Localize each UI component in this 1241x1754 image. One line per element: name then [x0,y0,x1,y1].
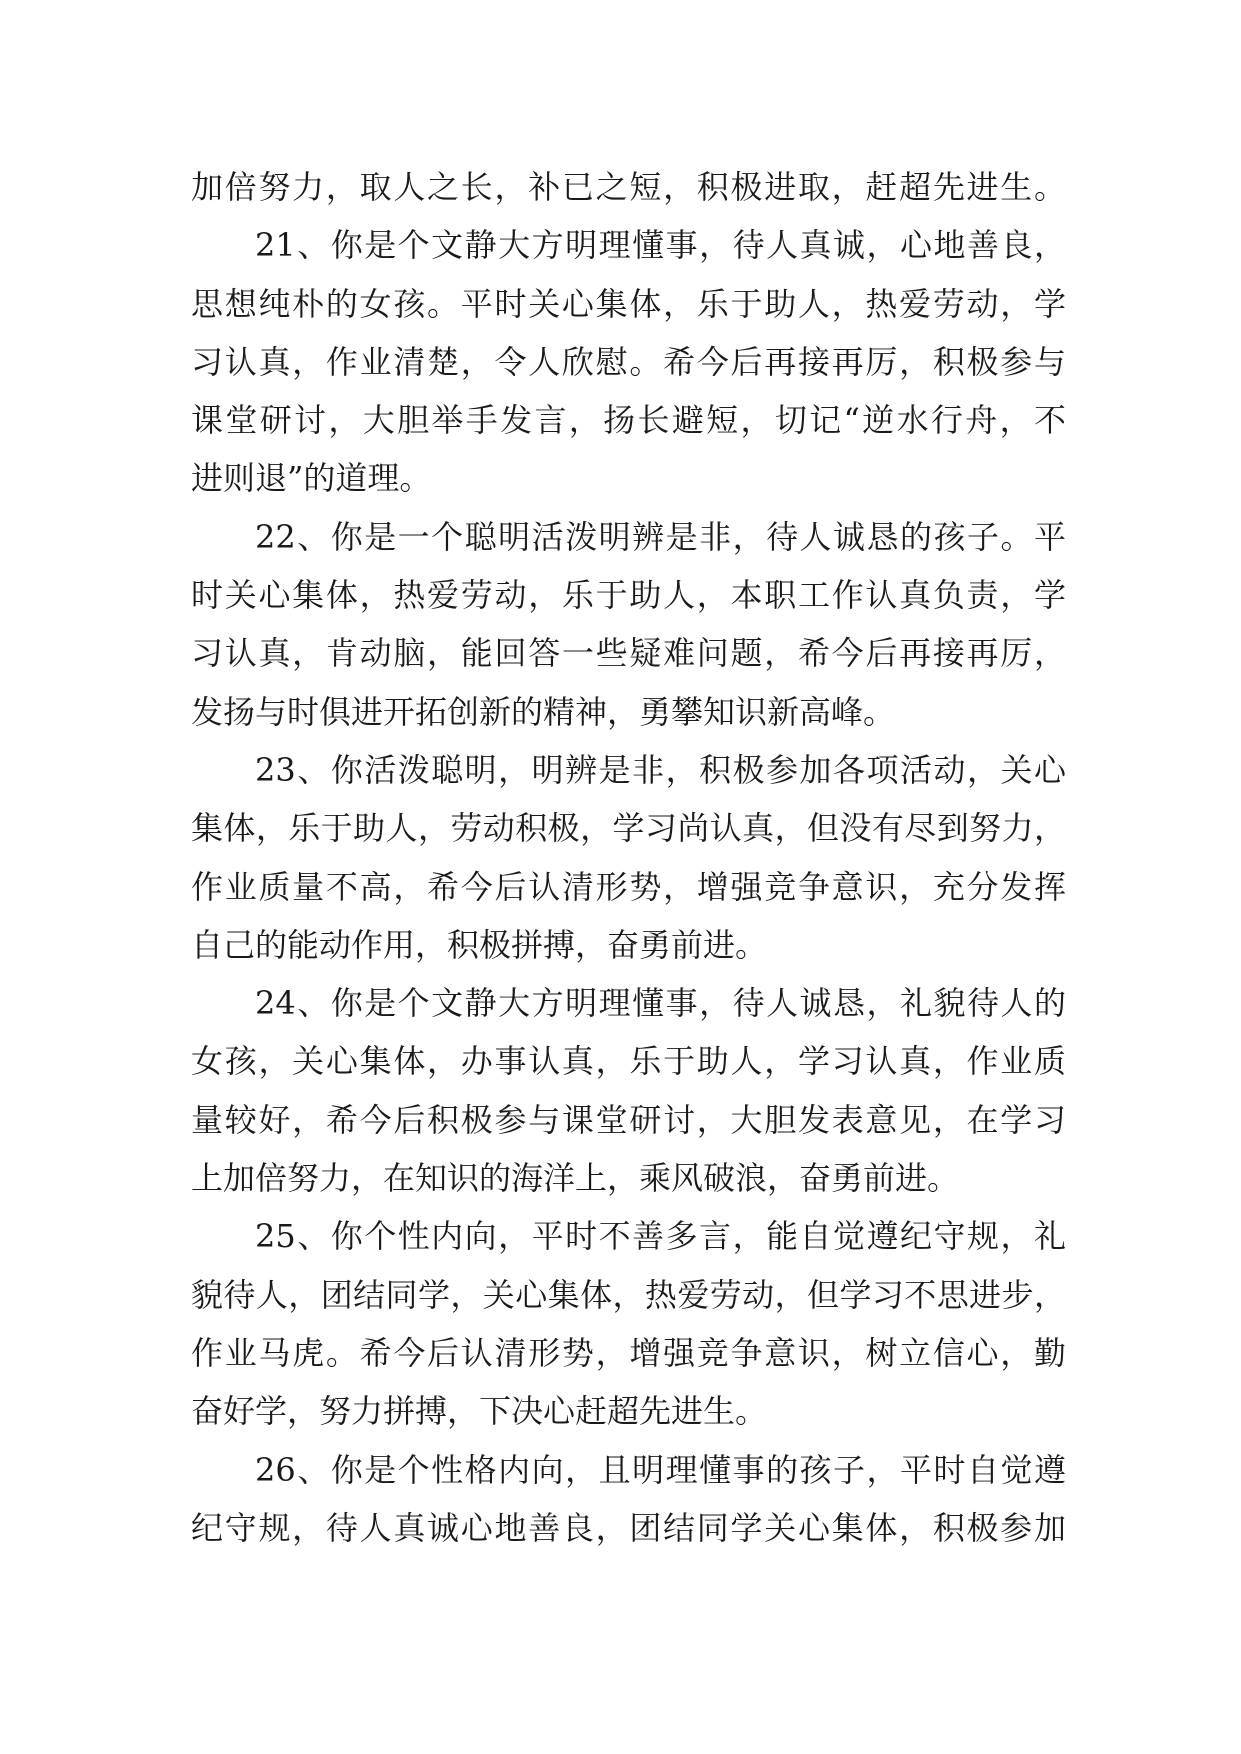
text-line: 22、你是一个聪明活泼明辨是非，待人诚恳的孩子。平 [255,517,1066,556]
text-line: 纪守规，待人真诚心地善良，团结同学关心集体，积极参加 [191,1508,1066,1547]
text-line: 量较好，希今后积极参与课堂研讨，大胆发表意见，在学习 [191,1100,1066,1139]
text-line: 25、你个性内向，平时不善多言，能自觉遵纪守规，礼 [255,1217,1066,1256]
text-line: 时关心集体，热爱劳动，乐于助人，本职工作认真负责，学 [191,576,1066,615]
text-line: 集体，乐于助人，劳动积极，学习尚认真，但没有尽到努力， [191,809,1066,848]
text-line: 作业马虎。希今后认清形势，增强竞争意识，树立信心，勤 [191,1333,1066,1372]
text-line: 23、你活泼聪明，明辨是非，积极参加各项活动，关心 [255,750,1066,789]
paragraph [191,1441,1066,1558]
text-line: 自己的能动作用，积极拼搏，奋勇前进。 [191,925,768,964]
text-line: 加倍努力，取人之长，补已之短，积极进取，赶超先进生。 [191,168,1066,206]
text-line: 24、你是个文静大方明理懂事，待人诚恳，礼貌待人的 [255,984,1066,1023]
text-line: 进则退”的道理。 [191,459,432,498]
paragraph [191,158,1066,216]
text-line: 习认真，肯动脑，能回答一些疑难问题，希今后再接再厉， [191,634,1066,673]
text-line: 发扬与时俱进开拓创新的精神，勇攀知识新高峰。 [191,692,896,731]
text-line: 思想纯朴的女孩。平时关心集体，乐于助人，热爱劳动，学 [191,284,1066,323]
text-line: 奋好学，努力拼搏，下决心赶超先进生。 [191,1392,768,1431]
text-line: 21、你是个文静大方明理懂事，待人真诚，心地善良， [255,226,1066,265]
text-line: 习认真，作业清楚，令人欣慰。希今后再接再厉，积极参与 [191,342,1066,381]
text-line: 作业质量不高，希今后认清形势，增强竞争意识，充分发挥 [191,867,1066,906]
paragraph [191,508,1066,741]
text-line: 上加倍努力，在知识的海洋上，乘风破浪，奋勇前进。 [191,1159,960,1198]
text-line: 26、你是个性格内向，且明理懂事的孩子，平时自觉遵 [255,1450,1066,1489]
paragraph [191,1207,1066,1440]
text-line: 貌待人，团结同学，关心集体，热爱劳动，但学习不思进步， [191,1275,1066,1314]
body-text [191,158,1066,1557]
paragraph [191,216,1066,507]
text-line: 课堂研讨，大胆举手发言，扬长避短，切记“逆水行舟，不 [191,401,1066,440]
paragraph [191,974,1066,1207]
paragraph [191,741,1066,974]
text-line: 女孩，关心集体，办事认真，乐于助人，学习认真，作业质 [191,1042,1066,1081]
